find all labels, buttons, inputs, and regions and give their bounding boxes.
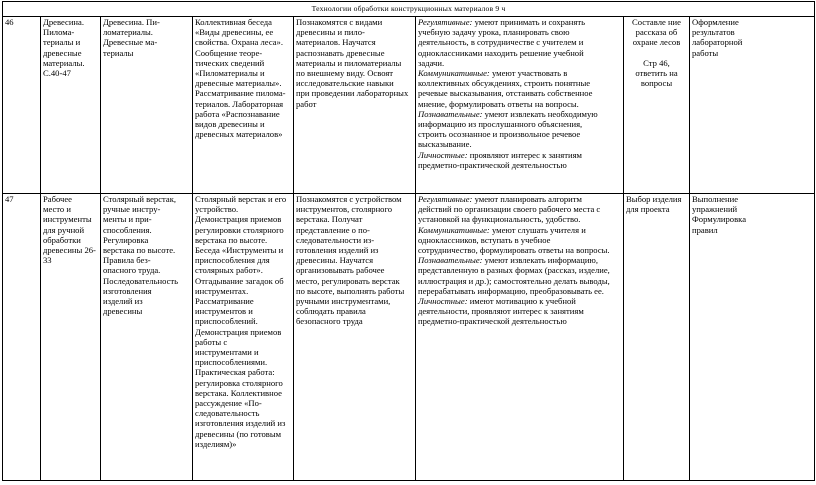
results-line: Познакомятся с устройством bbox=[296, 194, 402, 204]
content-line: верстака по высоте. bbox=[103, 245, 176, 256]
notes-line: правил bbox=[692, 224, 718, 235]
notes-line: Оформление bbox=[692, 17, 739, 27]
uud-line bbox=[418, 109, 621, 119]
topic-line: 33 bbox=[43, 255, 52, 266]
uud-line bbox=[418, 204, 621, 214]
results-line: ручными инструментами, bbox=[296, 296, 391, 307]
content-line: изделий из bbox=[103, 296, 143, 307]
uud-text: проявляют интерес к занятиям bbox=[467, 149, 582, 160]
topic-line: место и bbox=[43, 204, 71, 215]
lesson-number: 47 bbox=[3, 194, 41, 481]
lesson-activity bbox=[193, 194, 294, 481]
uud-line bbox=[418, 139, 621, 149]
uud-text: умеют участвовать в bbox=[489, 68, 568, 79]
activity-line: столярных работ». bbox=[195, 265, 263, 276]
topic-line: древесные bbox=[43, 47, 82, 58]
content-line: Древесина. Пи- bbox=[103, 17, 160, 27]
activity-line: Рассматривание bbox=[195, 296, 254, 307]
activity-line: рассуждение «По- bbox=[195, 398, 262, 409]
content-line: Последовательность bbox=[103, 275, 179, 286]
results-line: Познакомятся с видами bbox=[296, 17, 383, 27]
topic-line: Древесина. bbox=[43, 17, 84, 27]
uud-line bbox=[418, 160, 621, 170]
lesson-number: 46 bbox=[3, 17, 41, 194]
notes-line: упражнений bbox=[692, 204, 738, 215]
control-line: рассказа об bbox=[635, 27, 678, 38]
activity-line: «Виды древесины, ее bbox=[195, 27, 274, 38]
results-line: готовления изделий из bbox=[296, 245, 379, 256]
content-line: способления. bbox=[103, 224, 152, 235]
activity-line: инструментов и bbox=[195, 306, 253, 317]
results-line: древесины и пило- bbox=[296, 27, 365, 38]
uud-line bbox=[418, 286, 621, 296]
content-line: Правила без- bbox=[103, 255, 151, 266]
results-line: соблюдать правила bbox=[296, 306, 366, 317]
activity-line: Практическая работа: bbox=[195, 367, 275, 378]
uud-line bbox=[418, 48, 621, 58]
notes-line: работы bbox=[692, 47, 719, 58]
activity-line: приспособления для bbox=[195, 255, 270, 266]
content-line: опасного труда. bbox=[103, 265, 161, 276]
control-line: Стр 46, bbox=[643, 57, 670, 68]
results-line: исследовательские навыки bbox=[296, 78, 394, 89]
uud-text: действий по организации своего рабочего места с bbox=[418, 204, 601, 215]
results-line: представление о по- bbox=[296, 224, 370, 235]
notes-cell bbox=[690, 17, 815, 194]
uud-line bbox=[418, 306, 621, 316]
uud-text: умеют планировать алгоритм bbox=[472, 194, 582, 204]
uud-label: Коммуникативные: bbox=[418, 224, 490, 235]
uud-text: предметно-практической деятельностью bbox=[418, 316, 567, 327]
planned-results bbox=[294, 194, 416, 481]
control-form bbox=[624, 17, 690, 194]
activity-line: тических сведений bbox=[195, 57, 265, 68]
content-line: ручные инстру- bbox=[103, 204, 161, 215]
uud-line bbox=[418, 235, 621, 245]
uud-text: иллюстрация и др.); самостоятельно делать выводы, bbox=[418, 275, 610, 286]
activity-line: Коллективная беседа bbox=[195, 17, 272, 27]
activity-line: инструментах. bbox=[195, 285, 249, 296]
activity-line: изготовления изделий из bbox=[195, 418, 286, 429]
uud-text: умеют извлекать информацию, bbox=[482, 255, 598, 266]
uud-line bbox=[418, 58, 621, 68]
results-line: по высоте, выполнять работы bbox=[296, 285, 405, 296]
lesson-content bbox=[101, 17, 193, 194]
lesson-topic bbox=[41, 17, 101, 194]
notes-line: результатов bbox=[692, 27, 735, 38]
uud-text: представленную в разных формах (рассказ, изделие, bbox=[418, 265, 610, 276]
activity-line: следовательность bbox=[195, 408, 260, 419]
results-line: место, регулировать верстак bbox=[296, 275, 400, 286]
topic-line: инструменты bbox=[43, 214, 92, 225]
activity-line: работа «Распознавание bbox=[195, 108, 280, 119]
uud-text: деятельность, в сотрудничестве с учителем и bbox=[418, 37, 584, 48]
uud-text: умеют слушать учителя и bbox=[489, 224, 586, 235]
control-line: ответить на bbox=[635, 68, 678, 79]
activity-line: Беседа «Инструменты и bbox=[195, 245, 284, 256]
uud-text: имеют мотивацию к учебной bbox=[467, 296, 576, 307]
table-row bbox=[3, 17, 815, 194]
notes-line: Формулировка bbox=[692, 214, 747, 225]
activity-line: верстака по высоте. bbox=[195, 234, 268, 245]
activity-line: «Пиломатериалы и bbox=[195, 68, 265, 79]
results-line: материалы и пиломатериалы bbox=[296, 57, 402, 68]
uud-text: сотрудничество, формулировать ответы на вопросы. bbox=[418, 245, 610, 256]
uud-text: одноклассниками находить решение учебной bbox=[418, 47, 584, 58]
content-line: древесины bbox=[103, 306, 143, 317]
control-line: для проекта bbox=[626, 204, 670, 215]
topic-line: древесины 26- bbox=[43, 245, 96, 256]
uud-line bbox=[418, 17, 621, 27]
topic-line: обработки bbox=[43, 234, 81, 245]
uud-text: строить осознанное и произвольное речевое bbox=[418, 129, 581, 140]
uud-line bbox=[418, 245, 621, 255]
content-line: изготовления bbox=[103, 285, 152, 296]
results-line: по внешнему виду. Освоят bbox=[296, 68, 394, 79]
activity-line: регулировки столярного bbox=[195, 224, 284, 235]
uud-line bbox=[418, 296, 621, 306]
activity-line: регулировка столярного bbox=[195, 377, 283, 388]
uud-label: Регулятивные: bbox=[418, 17, 473, 27]
uud-text: мнение, формулировать ответы на вопросы. bbox=[418, 98, 579, 109]
content-line: менты и при- bbox=[103, 214, 152, 225]
results-line: инструментов, столярного bbox=[296, 204, 393, 215]
results-line: материалов. Научатся bbox=[296, 37, 376, 48]
uud-label: Личностные: bbox=[418, 149, 468, 160]
uud-text: высказывание. bbox=[418, 139, 472, 150]
uud-label: Регулятивные: bbox=[418, 194, 473, 204]
uud-line bbox=[418, 316, 621, 326]
content-line: Столярный верстак, bbox=[103, 194, 177, 204]
uud-text: предметно-практической деятельностью bbox=[418, 159, 567, 170]
results-line: при проведении лабораторных bbox=[296, 88, 409, 99]
uud-line bbox=[418, 129, 621, 139]
topic-line: С.40-47 bbox=[43, 68, 71, 79]
uud-line bbox=[418, 265, 621, 275]
content-line: Древесные ма- bbox=[103, 37, 158, 48]
activity-line: изделиям)» bbox=[195, 438, 237, 449]
activity-line: Демонстрация приемов bbox=[195, 214, 282, 225]
table-row bbox=[3, 194, 815, 481]
content-line: Регулировка bbox=[103, 234, 149, 245]
lesson-content bbox=[101, 194, 193, 481]
uud-text: умеют извлекать необходимую bbox=[482, 108, 598, 119]
results-line: организовывать рабочее bbox=[296, 265, 385, 276]
lesson-activity bbox=[193, 17, 294, 194]
uud-line bbox=[418, 119, 621, 129]
activity-line: Демонстрация приемов bbox=[195, 326, 282, 337]
activity-line: Столярный верстак и его bbox=[195, 194, 287, 204]
uud-line bbox=[418, 255, 621, 265]
activity-line: древесных материалов» bbox=[195, 129, 283, 140]
uud-line bbox=[418, 88, 621, 98]
uud-text: деятельности, проявляют интерес к занятиям bbox=[418, 306, 584, 317]
notes-line: лабораторной bbox=[692, 37, 743, 48]
activity-line: приспособлений. bbox=[195, 316, 258, 327]
results-line: следовательности из- bbox=[296, 234, 375, 245]
activity-line: устройство. bbox=[195, 204, 239, 215]
uud-text: речевые высказывания, отстаивать собственное bbox=[418, 88, 593, 99]
uud-text: умеют принимать и сохранять bbox=[472, 17, 585, 27]
topic-line: материалы. bbox=[43, 57, 85, 68]
control-line: Выбор изделия bbox=[626, 194, 682, 204]
section-title: Технологии обработки конструкционных материалов 9 ч bbox=[3, 2, 815, 17]
uud-text: одноклассников, вступать в учебное bbox=[418, 234, 551, 245]
notes-cell bbox=[690, 194, 815, 481]
content-line: териалы bbox=[103, 47, 134, 58]
uud-text: информацию из прослушанного объяснения, bbox=[418, 119, 583, 130]
topic-line: для ручной bbox=[43, 224, 85, 235]
uud-text: коллективных обсуждениях, строить понятные bbox=[418, 78, 591, 89]
uud-line bbox=[418, 78, 621, 88]
activity-line: древесины (по готовым bbox=[195, 428, 282, 439]
activity-line: инструментами и bbox=[195, 347, 259, 358]
lesson-plan-table bbox=[2, 1, 815, 481]
activity-line: Сообщение теоре- bbox=[195, 47, 263, 58]
uud-cell bbox=[416, 194, 624, 481]
uud-line bbox=[418, 225, 621, 235]
activity-line: видов древесины и bbox=[195, 119, 265, 130]
planned-results bbox=[294, 17, 416, 194]
notes-line: Выполнение bbox=[692, 194, 739, 204]
activity-line: древесные материалы». bbox=[195, 78, 282, 89]
activity-line: Рассматривание пилома- bbox=[195, 88, 286, 99]
uud-line bbox=[418, 150, 621, 160]
activity-line: верстака. Коллективное bbox=[195, 387, 282, 398]
activity-line: териалов. Лабораторная bbox=[195, 98, 284, 109]
uud-text: задачи. bbox=[418, 57, 445, 68]
control-form bbox=[624, 194, 690, 481]
uud-label: Личностные: bbox=[418, 296, 468, 307]
activity-line: работы с bbox=[195, 336, 228, 347]
uud-text: установкой на функциональность, удобство. bbox=[418, 214, 581, 225]
uud-line bbox=[418, 37, 621, 47]
uud-label: Познавательные: bbox=[418, 108, 483, 119]
table-header-row bbox=[3, 2, 815, 17]
uud-line bbox=[418, 27, 621, 37]
activity-line: Отгадывание загадок об bbox=[195, 275, 284, 286]
uud-line bbox=[418, 194, 621, 204]
uud-text: учебную задачу урока, планировать свою bbox=[418, 27, 570, 38]
activity-line: свойства. Охрана леса». bbox=[195, 37, 284, 48]
results-line: работ bbox=[296, 98, 317, 109]
results-line: древесины. Научатся bbox=[296, 255, 374, 266]
topic-line: Рабочее bbox=[43, 194, 72, 204]
content-line: ломатериалы. bbox=[103, 27, 153, 38]
activity-line: приспособлениями. bbox=[195, 357, 268, 368]
topic-line: териалы и bbox=[43, 37, 81, 48]
uud-text: перерабатывать информацию, преобразовывать ее. bbox=[418, 285, 604, 296]
control-line bbox=[626, 48, 687, 58]
control-line: вопросы bbox=[640, 78, 673, 89]
uud-line bbox=[418, 276, 621, 286]
results-line: распознавать древесные bbox=[296, 47, 385, 58]
results-line: верстака. Получат bbox=[296, 214, 363, 225]
uud-label: Познавательные: bbox=[418, 255, 483, 266]
lesson-topic bbox=[41, 194, 101, 481]
uud-cell bbox=[416, 17, 624, 194]
topic-line: Пилома- bbox=[43, 27, 75, 38]
uud-label: Коммуникативные: bbox=[418, 68, 490, 79]
control-line: Составле ние bbox=[632, 17, 681, 27]
results-line: безопасного труда bbox=[296, 316, 363, 327]
uud-line bbox=[418, 68, 621, 78]
control-line: охране лесов bbox=[632, 37, 681, 48]
uud-line bbox=[418, 99, 621, 109]
uud-line bbox=[418, 214, 621, 224]
